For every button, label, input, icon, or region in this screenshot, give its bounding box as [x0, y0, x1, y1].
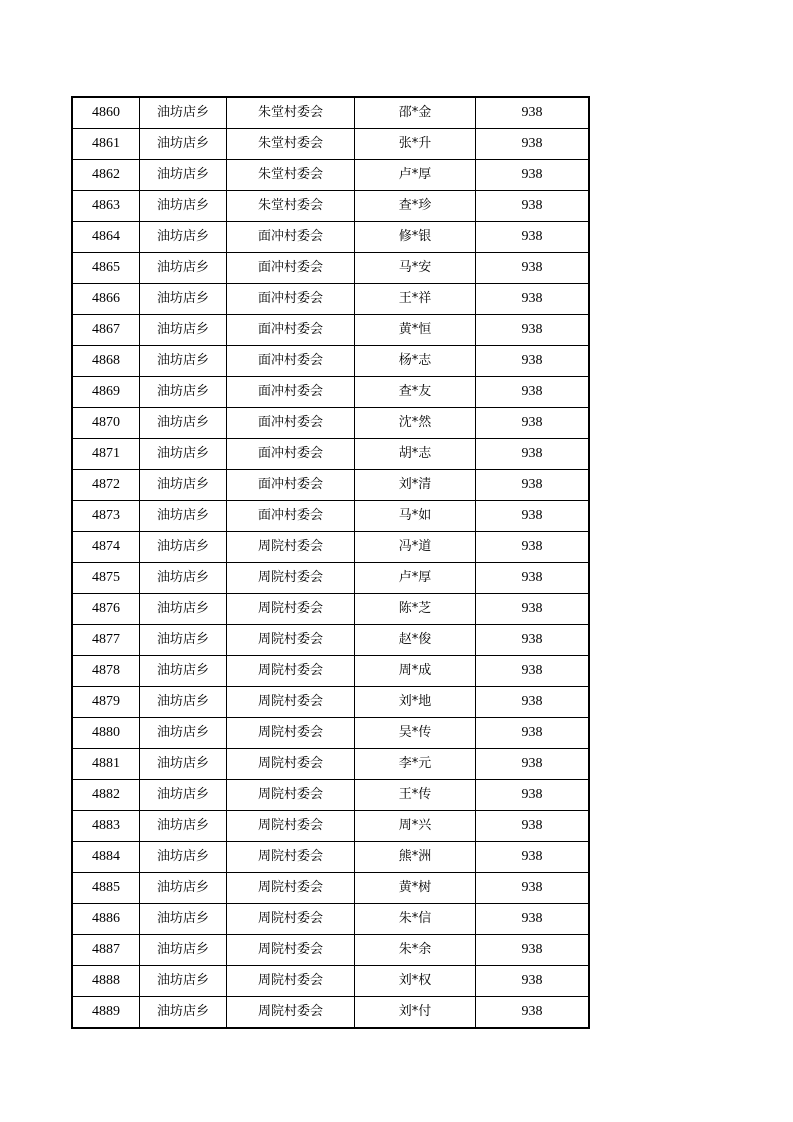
village-committee-cell: 周院村委会 [227, 935, 355, 966]
amount-cell: 938 [476, 749, 590, 780]
amount-cell: 938 [476, 439, 590, 470]
table-row [72, 594, 589, 625]
amount-cell: 938 [476, 284, 590, 315]
township-cell: 油坊店乡 [140, 470, 227, 501]
township-cell: 油坊店乡 [140, 873, 227, 904]
person-name-cell: 黄*恒 [355, 315, 476, 346]
row-number-cell: 4886 [72, 904, 140, 935]
village-committee-cell: 周院村委会 [227, 594, 355, 625]
township-cell: 油坊店乡 [140, 501, 227, 532]
village-committee-cell: 面冲村委会 [227, 377, 355, 408]
village-committee-cell: 面冲村委会 [227, 346, 355, 377]
amount-cell: 938 [476, 563, 590, 594]
table-row [72, 160, 589, 191]
amount-cell: 938 [476, 687, 590, 718]
village-committee-cell: 周院村委会 [227, 780, 355, 811]
township-cell: 油坊店乡 [140, 315, 227, 346]
table-row [72, 780, 589, 811]
table-row [72, 532, 589, 563]
table-row [72, 346, 589, 377]
village-committee-cell: 面冲村委会 [227, 501, 355, 532]
table-row [72, 284, 589, 315]
amount-cell: 938 [476, 377, 590, 408]
village-committee-cell: 面冲村委会 [227, 284, 355, 315]
table-row [72, 904, 589, 935]
table-row [72, 439, 589, 470]
row-number-cell: 4876 [72, 594, 140, 625]
township-cell: 油坊店乡 [140, 284, 227, 315]
amount-cell: 938 [476, 97, 590, 129]
table-row [72, 656, 589, 687]
row-number-cell: 4874 [72, 532, 140, 563]
person-name-cell: 王*传 [355, 780, 476, 811]
village-committee-cell: 面冲村委会 [227, 222, 355, 253]
table-row [72, 97, 589, 129]
amount-cell: 938 [476, 780, 590, 811]
village-committee-cell: 面冲村委会 [227, 439, 355, 470]
row-number-cell: 4869 [72, 377, 140, 408]
township-cell: 油坊店乡 [140, 532, 227, 563]
township-cell: 油坊店乡 [140, 656, 227, 687]
document-page [71, 96, 590, 1029]
person-name-cell: 周*成 [355, 656, 476, 687]
village-committee-cell: 周院村委会 [227, 532, 355, 563]
table-row [72, 873, 589, 904]
amount-cell: 938 [476, 594, 590, 625]
township-cell: 油坊店乡 [140, 904, 227, 935]
row-number-cell: 4873 [72, 501, 140, 532]
amount-cell: 938 [476, 160, 590, 191]
village-committee-cell: 面冲村委会 [227, 253, 355, 284]
township-cell: 油坊店乡 [140, 687, 227, 718]
village-committee-cell: 周院村委会 [227, 966, 355, 997]
row-number-cell: 4882 [72, 780, 140, 811]
amount-cell: 938 [476, 966, 590, 997]
amount-cell: 938 [476, 222, 590, 253]
row-number-cell: 4875 [72, 563, 140, 594]
row-number-cell: 4879 [72, 687, 140, 718]
person-name-cell: 周*兴 [355, 811, 476, 842]
person-name-cell: 刘*权 [355, 966, 476, 997]
amount-cell: 938 [476, 408, 590, 439]
amount-cell: 938 [476, 811, 590, 842]
amount-cell: 938 [476, 501, 590, 532]
village-committee-cell: 面冲村委会 [227, 470, 355, 501]
person-name-cell: 刘*清 [355, 470, 476, 501]
person-name-cell: 赵*俊 [355, 625, 476, 656]
village-committee-cell: 周院村委会 [227, 656, 355, 687]
village-committee-cell: 周院村委会 [227, 563, 355, 594]
township-cell: 油坊店乡 [140, 997, 227, 1029]
village-committee-cell: 周院村委会 [227, 997, 355, 1029]
township-cell: 油坊店乡 [140, 222, 227, 253]
table-row [72, 563, 589, 594]
row-number-cell: 4877 [72, 625, 140, 656]
row-number-cell: 4883 [72, 811, 140, 842]
row-number-cell: 4867 [72, 315, 140, 346]
amount-cell: 938 [476, 470, 590, 501]
township-cell: 油坊店乡 [140, 191, 227, 222]
row-number-cell: 4888 [72, 966, 140, 997]
row-number-cell: 4884 [72, 842, 140, 873]
person-name-cell: 邵*金 [355, 97, 476, 129]
amount-cell: 938 [476, 997, 590, 1029]
table-row [72, 842, 589, 873]
row-number-cell: 4865 [72, 253, 140, 284]
township-cell: 油坊店乡 [140, 842, 227, 873]
table-row [72, 966, 589, 997]
village-committee-cell: 面冲村委会 [227, 408, 355, 439]
township-cell: 油坊店乡 [140, 811, 227, 842]
amount-cell: 938 [476, 904, 590, 935]
amount-cell: 938 [476, 532, 590, 563]
township-cell: 油坊店乡 [140, 625, 227, 656]
amount-cell: 938 [476, 129, 590, 160]
person-name-cell: 张*升 [355, 129, 476, 160]
roster-table [71, 96, 590, 1029]
village-committee-cell: 周院村委会 [227, 749, 355, 780]
township-cell: 油坊店乡 [140, 935, 227, 966]
row-number-cell: 4887 [72, 935, 140, 966]
township-cell: 油坊店乡 [140, 160, 227, 191]
row-number-cell: 4885 [72, 873, 140, 904]
township-cell: 油坊店乡 [140, 377, 227, 408]
township-cell: 油坊店乡 [140, 966, 227, 997]
table-row [72, 625, 589, 656]
row-number-cell: 4861 [72, 129, 140, 160]
village-committee-cell: 朱堂村委会 [227, 160, 355, 191]
township-cell: 油坊店乡 [140, 129, 227, 160]
person-name-cell: 沈*然 [355, 408, 476, 439]
row-number-cell: 4889 [72, 997, 140, 1029]
amount-cell: 938 [476, 253, 590, 284]
row-number-cell: 4870 [72, 408, 140, 439]
person-name-cell: 杨*志 [355, 346, 476, 377]
township-cell: 油坊店乡 [140, 563, 227, 594]
person-name-cell: 马*如 [355, 501, 476, 532]
township-cell: 油坊店乡 [140, 594, 227, 625]
person-name-cell: 胡*志 [355, 439, 476, 470]
person-name-cell: 黄*树 [355, 873, 476, 904]
township-cell: 油坊店乡 [140, 439, 227, 470]
township-cell: 油坊店乡 [140, 718, 227, 749]
row-number-cell: 4864 [72, 222, 140, 253]
table-row [72, 811, 589, 842]
table-row [72, 222, 589, 253]
row-number-cell: 4872 [72, 470, 140, 501]
person-name-cell: 刘*地 [355, 687, 476, 718]
village-committee-cell: 朱堂村委会 [227, 97, 355, 129]
table-row [72, 253, 589, 284]
village-committee-cell: 周院村委会 [227, 904, 355, 935]
person-name-cell: 马*安 [355, 253, 476, 284]
village-committee-cell: 周院村委会 [227, 718, 355, 749]
township-cell: 油坊店乡 [140, 253, 227, 284]
amount-cell: 938 [476, 873, 590, 904]
amount-cell: 938 [476, 656, 590, 687]
person-name-cell: 卢*厚 [355, 563, 476, 594]
row-number-cell: 4863 [72, 191, 140, 222]
row-number-cell: 4866 [72, 284, 140, 315]
township-cell: 油坊店乡 [140, 780, 227, 811]
village-committee-cell: 周院村委会 [227, 687, 355, 718]
table-row [72, 408, 589, 439]
amount-cell: 938 [476, 842, 590, 873]
row-number-cell: 4878 [72, 656, 140, 687]
row-number-cell: 4871 [72, 439, 140, 470]
roster-table-body [72, 97, 589, 1028]
table-row [72, 470, 589, 501]
table-row [72, 315, 589, 346]
amount-cell: 938 [476, 935, 590, 966]
amount-cell: 938 [476, 625, 590, 656]
person-name-cell: 朱*信 [355, 904, 476, 935]
person-name-cell: 查*珍 [355, 191, 476, 222]
row-number-cell: 4860 [72, 97, 140, 129]
person-name-cell: 修*银 [355, 222, 476, 253]
table-row [72, 997, 589, 1029]
person-name-cell: 熊*洲 [355, 842, 476, 873]
village-committee-cell: 面冲村委会 [227, 315, 355, 346]
township-cell: 油坊店乡 [140, 97, 227, 129]
person-name-cell: 查*友 [355, 377, 476, 408]
table-row [72, 935, 589, 966]
row-number-cell: 4881 [72, 749, 140, 780]
row-number-cell: 4868 [72, 346, 140, 377]
person-name-cell: 李*元 [355, 749, 476, 780]
village-committee-cell: 周院村委会 [227, 625, 355, 656]
row-number-cell: 4880 [72, 718, 140, 749]
township-cell: 油坊店乡 [140, 346, 227, 377]
village-committee-cell: 周院村委会 [227, 873, 355, 904]
village-committee-cell: 周院村委会 [227, 842, 355, 873]
township-cell: 油坊店乡 [140, 408, 227, 439]
amount-cell: 938 [476, 191, 590, 222]
person-name-cell: 吴*传 [355, 718, 476, 749]
table-row [72, 687, 589, 718]
township-cell: 油坊店乡 [140, 749, 227, 780]
table-row [72, 129, 589, 160]
person-name-cell: 卢*厚 [355, 160, 476, 191]
person-name-cell: 王*祥 [355, 284, 476, 315]
table-row [72, 191, 589, 222]
person-name-cell: 朱*余 [355, 935, 476, 966]
amount-cell: 938 [476, 315, 590, 346]
row-number-cell: 4862 [72, 160, 140, 191]
table-row [72, 718, 589, 749]
person-name-cell: 陈*芝 [355, 594, 476, 625]
village-committee-cell: 朱堂村委会 [227, 191, 355, 222]
table-row [72, 749, 589, 780]
person-name-cell: 冯*道 [355, 532, 476, 563]
person-name-cell: 刘*付 [355, 997, 476, 1029]
village-committee-cell: 周院村委会 [227, 811, 355, 842]
village-committee-cell: 朱堂村委会 [227, 129, 355, 160]
table-row [72, 377, 589, 408]
amount-cell: 938 [476, 718, 590, 749]
table-row [72, 501, 589, 532]
amount-cell: 938 [476, 346, 590, 377]
